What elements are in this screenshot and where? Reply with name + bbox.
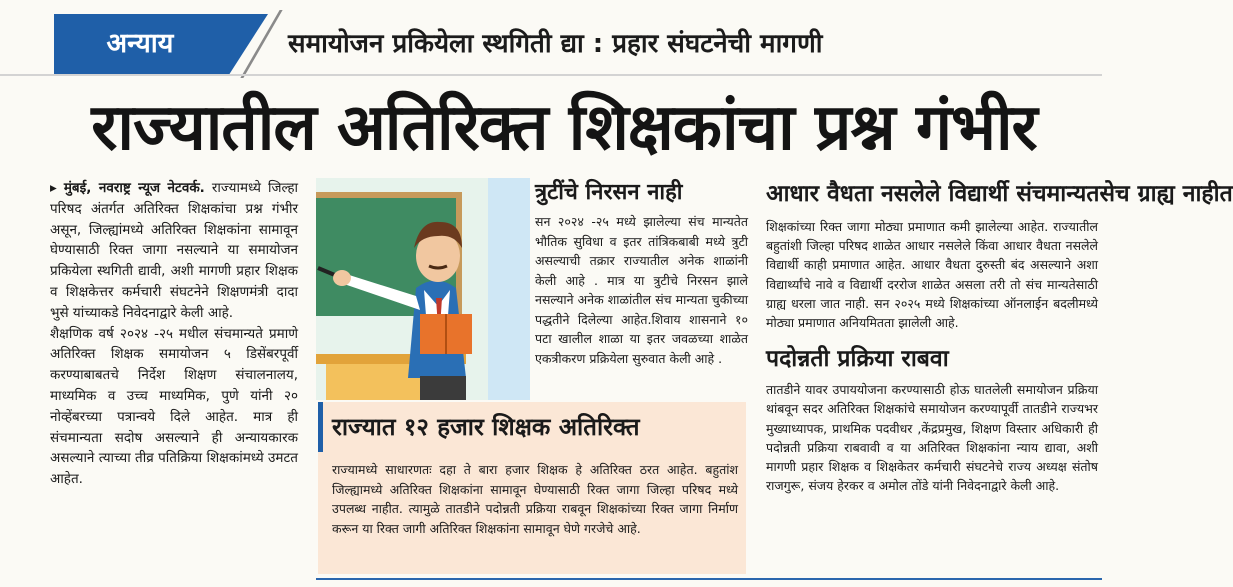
teacher-illustration	[316, 178, 530, 400]
header-title: समायोजन प्रकियेला स्थगिती द्या : प्रहार संघटनेची मागणी	[288, 29, 823, 59]
header-divider	[246, 14, 282, 74]
highlight-box-accent	[318, 402, 323, 452]
middle-heading: त्रुटींचे निरसन नाही	[535, 180, 683, 205]
category-tag: अन्याय	[106, 28, 174, 59]
bottom-rule	[316, 578, 1102, 580]
dateline: मुंबई, नवराष्ट्र न्यूज नेटवर्क.	[63, 180, 205, 196]
right-heading: आधार वैधता नसलेले विद्यार्थी संचमान्यतसेच ग्राह्य नाहीत	[766, 181, 1233, 207]
left-para-1: राज्यामध्ये जिल्हा परिषद अंतर्गत अतिरिक्त शिक्षकांचा प्रश्न गंभीर असून, जिल्ह्यांमध्ये अतिरिक्त शिक्षकांना सामावून घेण्यासाठी रिक्त जागा नसल्याने या समायोजन प्रकियेला स्थगिती द्यावी, अशी मागणी प्रहार शिक्षक व शिक्षकेत्तर कर्मचारी संघटनेने शिक्षणमंत्री दादा भुसे यांच्याकडे निवेदनाद्वारे केली आहे.	[50, 180, 298, 321]
middle-column	[535, 178, 748, 368]
dateline-paragraph	[50, 178, 298, 324]
highlight-box-heading: राज्यात १२ हजार शिक्षक अतिरिक्त	[332, 413, 640, 441]
triangle-right-icon: ▸	[50, 180, 57, 196]
highlight-box-body: राज्यामध्ये साधारणतः दहा ते बारा हजार शिक्षक हे अतिरिक्त ठरत आहेत. बहुतांश जिल्ह्यामध्ये अतिरिक्त शिक्षकांना सामावून घेण्यासाठी रिक्त जागा जिल्हा परिषद मध्ये उपलब्ध नाहीत. त्यामुळे तातडीने पदोन्नती प्रक्रिया राबवून शिक्षकांच्या रिक्त जागा निर्माण करून या रिक्त जागी अतिरिक्त शिक्षकांना सामावून घेणे गरजेचे आहे.	[332, 462, 738, 536]
left-column	[50, 178, 298, 490]
header-rule	[0, 74, 1102, 76]
main-headline: राज्यातील अतिरिक्त शिक्षकांचा प्रश्न गंभीर	[91, 91, 1037, 165]
right-column	[766, 178, 1233, 495]
right-heading-2: पदोन्नती प्रक्रिया राबवा	[766, 346, 949, 373]
middle-body: सन २०२४ -२५ मध्ये झालेल्या संच मान्यतेत भौतिक सुविधा व इतर तांत्रिकबाबी मध्ये त्रुटी असल्याची तक्रार राज्यातील अनेक शाळांनी केली आहे . मात्र या त्रुटीचे निरसन झाले नसल्याने अनेक शाळांतील संच मान्यता चुकीच्या पद्धतीने दिलेल्या आहेत.शिवाय शासनाने १० पटा खालील शाळा या इतर जवळच्या शाळेत एकत्रीकरण प्रक्रियेला सुरुवात केली आहे .	[535, 214, 748, 366]
section-header	[0, 14, 1102, 74]
left-para-2: शैक्षणिक वर्ष २०२४ -२५ मधील संचमान्यते प्रमाणे अतिरिक्त शिक्षक समायोजन ५ डिसेंबरपूर्वी करण्याबाबतचे निर्देश शिक्षण संचालनालय, माध्यमिक व उच्च माध्यमिक, पुणे यांनी २० नोव्हेंबरच्या पत्रान्वये दिले आहेत. मात्र ही संचमान्यता सदोष असल्याने ही अन्यायकारक असल्याने त्याच्या तीव्र पतिक्रिया शिक्षकांमध्ये उमटत आहेत.	[50, 325, 298, 488]
teacher-illustration-svg	[316, 178, 530, 400]
right-body: शिक्षकांच्या रिक्त जागा मोठ्या प्रमाणात कमी झालेल्या आहेत. राज्यातील बहुतांशी जिल्हा परिषद शाळेत आधार नसलेले किंवा आधार वैधता नसलेले विद्यार्थी काही प्रमाणात आहेत. आधार वैधता दुरुस्ती बंद असल्याने अशा विद्यार्थ्यांचे नावे व विद्यार्थी दररोज शाळेत असला तरी तो संच मान्यतेसाठी ग्राह्य धरला जात नाही. सन २०२५ मध्ये शिक्षकांच्या ऑनलाईन बदलीमध्ये मोठ्या प्रमाणात अनियमितता झालेली आहे.	[766, 219, 1098, 331]
right-body-2: तातडीने यावर उपाययोजना करण्यासाठी होऊ घातलेली समायोजन प्रक्रिया थांबवून सदर अतिरिक्त शिक्षकांचे समायोजन करण्यापूर्वी तातडीने राज्यभर मुख्याध्यापक, प्राथमिक पदवीधर ,केंद्रप्रमुख, शिक्षण विस्तार अधिकारी ही पदोन्नती प्रक्रिया राबवावी व या अतिरिक्त शिक्षकांना न्याय द्यावा, अशी मागणी प्रहार शिक्षक व शिक्षकेतर कर्मचारी संघटनेचे राज्य अध्यक्ष संतोष राजगुरू, संजय हेरकर व अमोल तोंडे यांनी निवेदनाद्वारे केली आहे.	[766, 382, 1098, 494]
